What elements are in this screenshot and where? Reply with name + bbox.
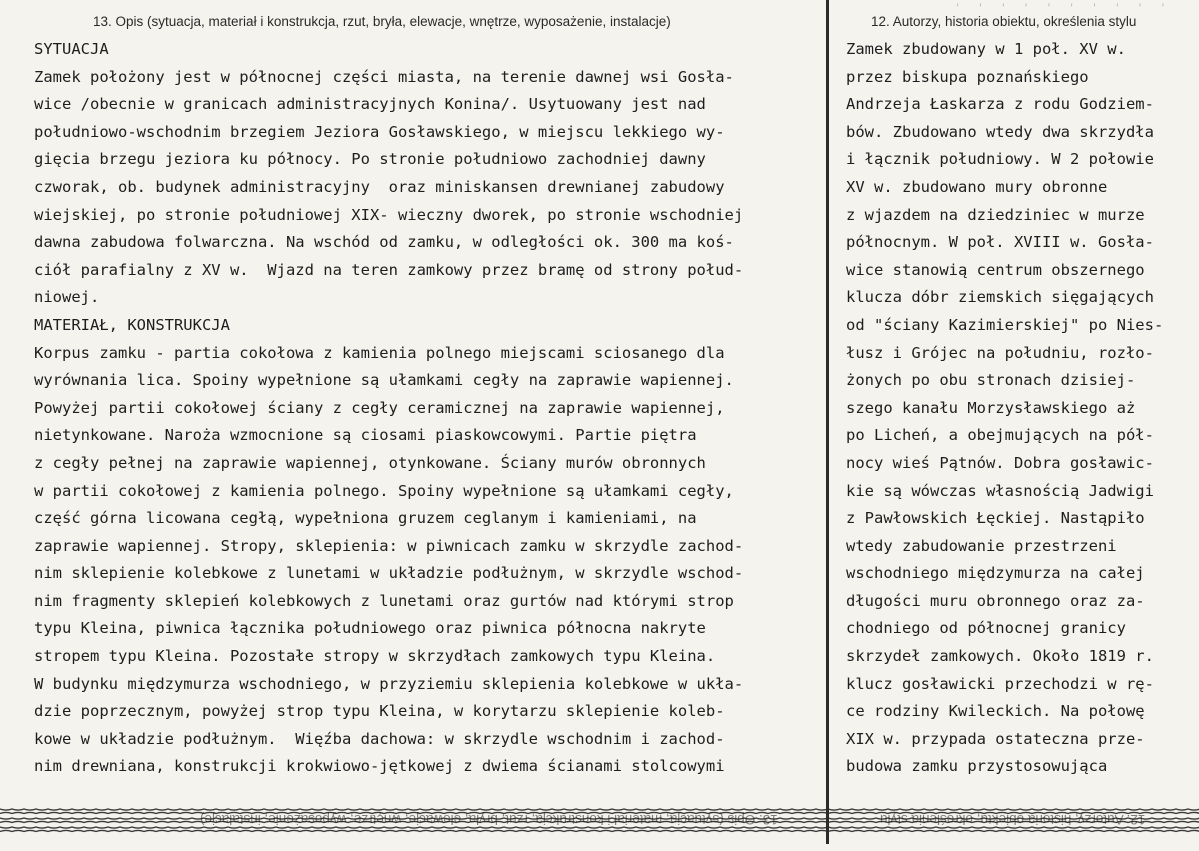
left-column-text	[34, 36, 824, 781]
right-column-line: Zamek zbudowany w 1 poł. XV w.	[846, 40, 1126, 58]
left-column-line: typu Kleina, piwnica łącznika południowego oraz piwnica północna nakryte	[34, 619, 706, 638]
right-column-line: przez biskupa poznańskiego	[846, 67, 1089, 86]
mirrored-right-header: 12. Autorzy, historia obiektu, określenia stylu	[880, 812, 1146, 827]
right-column-line: XV w. zbudowano mury obronne	[846, 177, 1108, 196]
right-column-line: klucz gosławicki przechodzi w rę-	[846, 674, 1154, 693]
right-column-line: wice stanowią centrum obszernego	[846, 260, 1145, 279]
left-column-line: W budynku międzymurza wschodniego, w przyziemiu sklepienia kolebkowe w ukła-	[34, 674, 744, 693]
right-column-line: północnym. W poł. XVIII w. Gosła-	[846, 233, 1154, 252]
left-column-line: wice /obecnie w granicach administracyjnych Konina/. Usytuowany jest nad	[34, 95, 706, 114]
right-column-line: wschodniego międzymurza na całej	[846, 564, 1145, 583]
left-column-line: zaprawie wapiennej. Stropy, sklepienia: w piwnicach zamku w skrzydle zachod-	[34, 536, 744, 555]
left-column-line: kowe w układzie podłużnym. Więźba dachowa: w skrzydle wschodnim i zachod-	[34, 729, 725, 748]
left-column-line: stropem typu Kleina. Pozostałe stropy w skrzydłach zamkowych typu Kleina.	[34, 647, 716, 666]
left-column-line: część górna licowana cegłą, wypełniona gruzem ceglanym i kamieniami, na	[34, 509, 697, 528]
right-column-line: nocy wieś Pątnów. Dobra gosławic-	[846, 453, 1154, 472]
left-column-line: Korpus zamku - partia cokołowa z kamienia polnego miejscami sciosanego dla	[34, 343, 725, 362]
left-column-line: nim drewniana, konstrukcji krokwiowo-jętkowej z dwiema ścianami stolcowymi	[34, 757, 725, 776]
right-column-line: kie są wówczas własnością Jadwigi	[846, 481, 1154, 500]
right-column-line: i łącznik południowy. W 2 połowie	[846, 150, 1154, 169]
left-column-line: ciół parafialny z XV w. Wjazd na teren zamkowy przez bramę od strony połud-	[34, 260, 744, 279]
right-column-line: XIX w. przypada ostateczna prze-	[846, 729, 1145, 748]
right-column-line: od "ściany Kazimierskiej" po Nies-	[846, 315, 1164, 334]
left-column-line: Powyżej partii cokołowej ściany z cegły ceramicznej na zaprawie wapiennej,	[34, 398, 725, 417]
left-column-line: wyrównania lica. Spoiny wypełnione są ułamkami cegły na zaprawie wapiennej.	[34, 371, 734, 390]
left-column-line: MATERIAŁ, KONSTRUKCJA	[34, 315, 230, 334]
bottom-column-divider	[826, 800, 829, 844]
left-column-line: wiejskiej, po stronie południowej XIX- wieczny dworek, po stronie wschodniej	[34, 205, 744, 224]
right-column-line: ce rodziny Kwileckich. Na połowę	[846, 702, 1145, 721]
right-column-line: po Licheń, a obejmujących na pół-	[846, 426, 1154, 445]
right-column-line: z wjazdem na dziedziniec w murze	[846, 205, 1145, 224]
right-column-line: szego kanału Morzysławskiego aż	[846, 398, 1136, 417]
right-column-line: budowa zamku przystosowująca	[846, 757, 1108, 776]
left-column-line: nietynkowane. Naroża wzmocnione są ciosami piaskowcowymi. Partie piętra	[34, 426, 697, 445]
left-column-line: gięcia brzegu jeziora ku północy. Po stronie południowo zachodniej dawny	[34, 150, 706, 169]
right-column-line: klucza dóbr ziemskich sięgających	[846, 288, 1154, 307]
right-column-line: wtedy zabudowanie przestrzeni	[846, 536, 1117, 555]
right-column-line: z Pawłowskich Łęckiej. Nastąpiło	[846, 509, 1145, 528]
left-column-line: SYTUACJA	[34, 40, 109, 58]
column-divider	[826, 0, 829, 800]
right-column-line: Andrzeja Łaskarza z rodu Godziem-	[846, 95, 1154, 114]
left-column-line: Zamek położony jest w północnej części miasta, na terenie dawnej wsi Gosła-	[34, 67, 734, 86]
right-column-line: łusz i Grójec na południu, rozło-	[846, 343, 1154, 362]
left-column-line: dawna zabudowa folwarczna. Na wschód od zamku, w odległości ok. 300 ma koś-	[34, 233, 734, 252]
right-column-line: żonych po obu stronach dzisiej-	[846, 371, 1136, 390]
left-column-line: południowo-wschodnim brzegiem Jeziora Gosławskiego, w miejscu lekkiego wy-	[34, 122, 725, 141]
left-column-line: czworak, ob. budynek administracyjny oraz miniskansen drewnianej zabudowy	[34, 177, 725, 196]
left-column-line: z cegły pełnej na zaprawie wapiennej, otynkowane. Ściany murów obronnych	[34, 453, 706, 472]
right-column-line: chodniego od północnej granicy	[846, 619, 1126, 638]
right-column-line: bów. Zbudowano wtedy dwa skrzydła	[846, 122, 1154, 141]
left-column-line: nim fragmenty sklepień kolebkowych z lunetami oraz gurtów nad którymi strop	[34, 591, 734, 610]
left-section-header: 13. Opis (sytuacja, materiał i konstrukcja, rzut, bryła, elewacje, wnętrze, wyposażenie, instalacje)	[93, 14, 671, 29]
left-column-line: w partii cokołowej z kamienia polnego. Spoiny wypełnione są ułamkami cegły,	[34, 481, 734, 500]
left-column-line: dzie poprzecznym, powyżej strop typu Kleina, w korytarzu sklepienie koleb-	[34, 702, 725, 721]
mirrored-left-header: 13. Opis (sytuacja, materiał i konstrukcja, rzut, bryła, elewacje, wnętrze, wyposażenie, instalacje)	[200, 812, 778, 827]
right-section-header: 12. Autorzy, historia obiektu, określenia stylu	[871, 14, 1137, 29]
right-column-line: długości muru obronnego oraz za-	[846, 591, 1145, 610]
left-column-line: nim sklepienie kolebkowe z lunetami w układzie podłużnym, w skrzydle wschod-	[34, 564, 744, 583]
right-column-line: skrzydeł zamkowych. Około 1819 r.	[846, 647, 1154, 666]
left-column-line: niowej.	[34, 288, 100, 307]
tick-marks-decoration: ' ' ' ' ' ' ' ' ' '	[955, 3, 1172, 13]
right-column-text	[846, 36, 1196, 781]
